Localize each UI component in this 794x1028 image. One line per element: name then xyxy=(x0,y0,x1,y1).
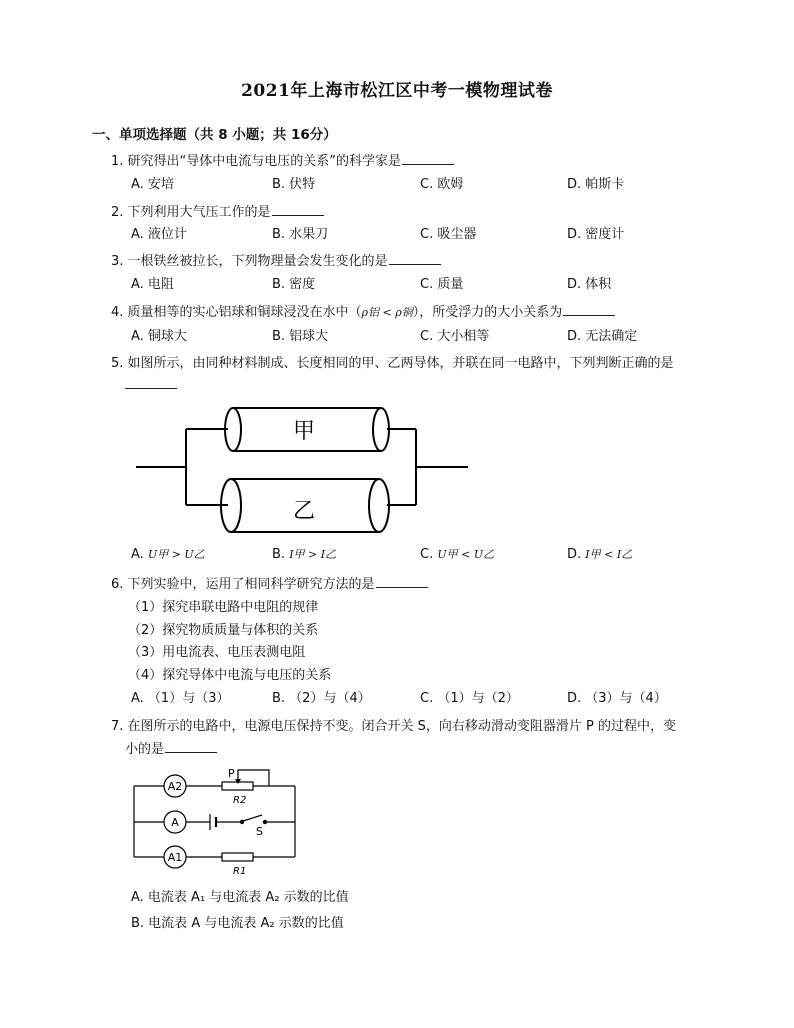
question-1 xyxy=(111,150,454,169)
question-2-text: 2. 下列利用大气压工作的是 xyxy=(111,205,271,220)
ammeter-a-label: A xyxy=(171,816,179,829)
exam-title: 2021年上海市松江区中考一模物理试卷 xyxy=(241,81,553,101)
q6-option-a: A. （1）与（3） xyxy=(131,691,230,706)
q6-item-1: （1）探究串联电路中电阻的规律 xyxy=(128,600,319,615)
question-4 xyxy=(111,301,615,320)
question-4-text-2: ），所受浮力的大小关系为 xyxy=(412,305,563,320)
q3-option-a: A. 电阻 xyxy=(131,277,174,292)
resistor-r2-label: R2 xyxy=(233,795,247,806)
q6-option-d: D. （3）与（4） xyxy=(567,691,667,706)
q6-item-4: （4）探究导体中电流与电压的关系 xyxy=(128,668,332,683)
q2-option-b: B. 水果刀 xyxy=(272,227,329,242)
density-relation: ρ铝 < ρ铜 xyxy=(361,306,413,319)
q6-item-2: （2）探究物质质量与体积的关系 xyxy=(128,623,319,638)
question-7-text-2: 小的是 xyxy=(125,742,165,757)
resistor-r1-label: R1 xyxy=(233,866,247,877)
question-7: 7. 在图所示的电路中，电源电压保持不变。闭合开关 S，向右移动滑动变阻器滑片 P 的过程中，变 xyxy=(111,719,677,734)
q4-option-b: B. 铝球大 xyxy=(272,329,329,344)
switch-s-label: S xyxy=(256,825,263,838)
q3-option-b: B. 密度 xyxy=(272,277,316,292)
parallel-conductors-diagram xyxy=(130,400,470,542)
q2-option-c: C. 吸尘器 xyxy=(420,227,477,242)
rheostat-circuit-diagram xyxy=(128,762,300,878)
question-3 xyxy=(111,250,441,269)
option-formula: I甲 < I乙 xyxy=(585,548,633,561)
q7-option-b: B. 电流表 A 与电流表 A₂ 示数的比值 xyxy=(131,916,344,931)
q2-option-d: D. 密度计 xyxy=(567,227,625,242)
q5-option-c xyxy=(420,546,494,562)
option-prefix: C. xyxy=(420,547,434,562)
section-heading: 一、单项选择题（共 8 小题；共 16分） xyxy=(92,127,337,143)
q1-option-b: B. 伏特 xyxy=(272,177,316,192)
q6-item-3: （3）用电流表、电压表测电阻 xyxy=(128,645,306,660)
answer-blank xyxy=(376,575,428,588)
option-prefix: B. xyxy=(272,547,286,562)
question-2 xyxy=(111,201,324,220)
q1-option-c: C. 欧姆 xyxy=(420,177,464,192)
q3-option-d: D. 体积 xyxy=(567,277,612,292)
option-formula: I甲 > I乙 xyxy=(289,548,337,561)
question-7-line-2 xyxy=(125,738,217,757)
q5-option-d xyxy=(567,546,632,562)
ammeter-a1-label: A1 xyxy=(167,851,183,864)
ammeter-a2-label: A2 xyxy=(167,780,183,793)
question-6-text: 6. 下列实验中，运用了相同科学研究方法的是 xyxy=(111,577,375,592)
q2-option-a: A. 液位计 xyxy=(131,227,187,242)
answer-blank xyxy=(125,376,177,389)
slider-p-label: P xyxy=(228,767,235,780)
question-4-text: 4. 质量相等的实心铝球和铜球浸没在水中（ xyxy=(111,305,362,320)
q1-option-d: D. 帕斯卡 xyxy=(567,177,625,192)
q4-option-c: C. 大小相等 xyxy=(420,329,490,344)
option-formula: U甲 < U乙 xyxy=(437,548,495,561)
q5-option-b xyxy=(272,546,336,562)
option-prefix: A. xyxy=(131,547,144,562)
q4-option-a: A. 铜球大 xyxy=(131,329,187,344)
question-3-text: 3. 一根铁丝被拉长，下列物理量会发生变化的是 xyxy=(111,254,388,269)
q3-option-c: C. 质量 xyxy=(420,277,464,292)
answer-blank xyxy=(389,252,441,265)
question-1-text: 1. 研究得出“导体中电流与电压的关系”的科学家是 xyxy=(111,154,402,169)
q5-option-a xyxy=(131,546,205,562)
q4-option-d: D. 无法确定 xyxy=(567,329,638,344)
option-prefix: D. xyxy=(567,547,582,562)
q6-option-c: C. （1）与（2） xyxy=(420,691,519,706)
answer-blank xyxy=(402,152,454,165)
q6-option-b: B. （2）与（4） xyxy=(272,691,371,706)
option-formula: U甲 > U乙 xyxy=(147,548,205,561)
q7-option-a: A. 电流表 A₁ 与电流表 A₂ 示数的比值 xyxy=(131,890,349,905)
question-6 xyxy=(111,573,428,592)
answer-blank xyxy=(272,203,324,216)
answer-blank xyxy=(165,740,217,753)
q1-option-a: A. 安培 xyxy=(131,177,174,192)
conductor-jia-label: 甲 xyxy=(292,419,316,444)
question-5: 5. 如图所示，由同种材料制成、长度相同的甲、乙两导体，并联在同一电路中，下列判断正确的是 xyxy=(111,356,674,371)
conductor-yi-label: 乙 xyxy=(292,499,316,524)
answer-blank xyxy=(563,303,615,316)
